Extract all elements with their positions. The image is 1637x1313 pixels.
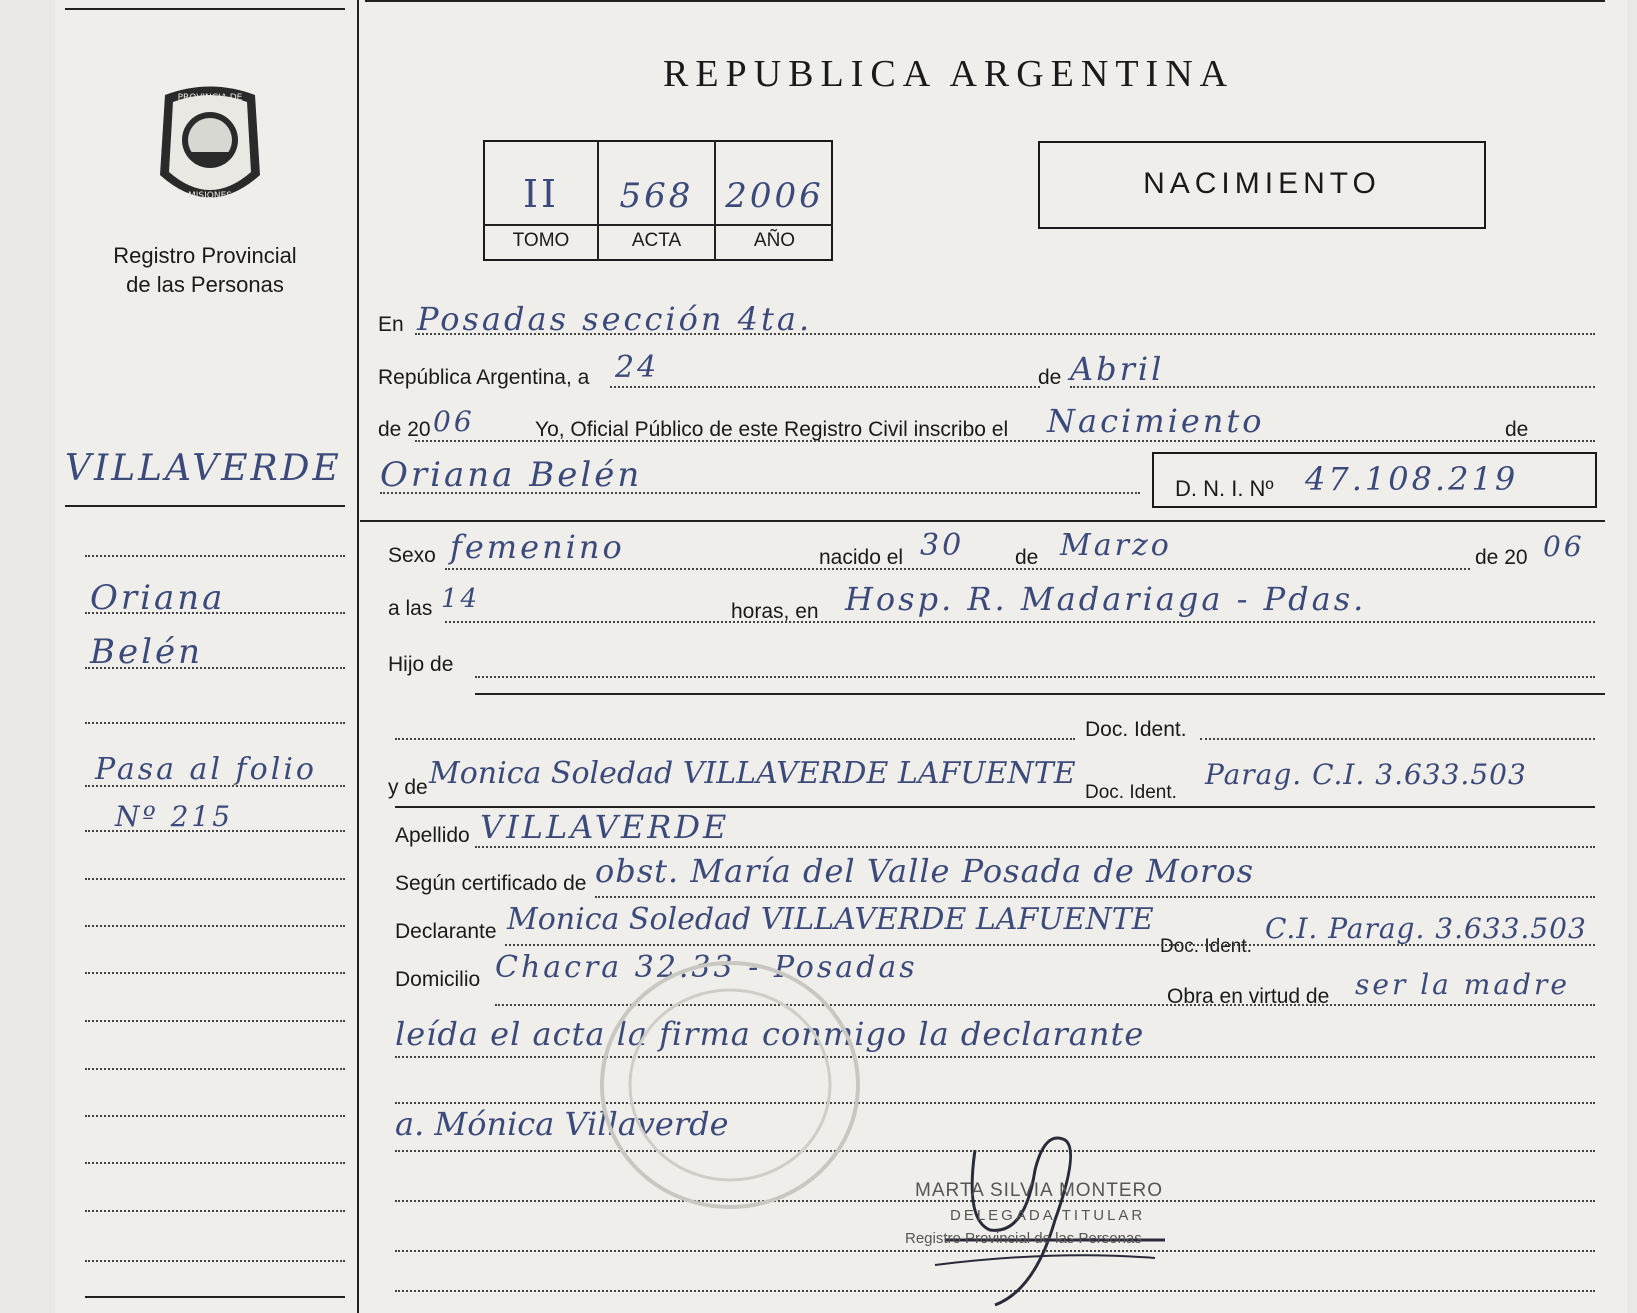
form-line bbox=[1200, 738, 1595, 740]
horas-label: horas, en bbox=[731, 600, 819, 623]
record-type: NACIMIENTO bbox=[1143, 167, 1381, 200]
seal-text-top: PROVINCIA DE bbox=[177, 93, 243, 103]
de20-label: de 20 bbox=[378, 418, 431, 441]
hora-value: 14 bbox=[441, 584, 481, 614]
declarante-label: Declarante bbox=[395, 920, 497, 943]
lugar-value: Hosp. R. Madariaga - Pdas. bbox=[845, 580, 1367, 618]
lectura-value: leída el acta la firma conmigo la declarante bbox=[395, 1015, 1145, 1053]
margin-line bbox=[85, 1162, 345, 1164]
declarante-value: Monica Soledad VILLAVERDE LAFUENTE bbox=[507, 902, 1154, 937]
yde-label: y de bbox=[388, 776, 428, 799]
obra-label: Obra en virtud de bbox=[1167, 985, 1330, 1008]
form-line bbox=[415, 333, 1595, 335]
registry-name-2: de las Personas bbox=[126, 272, 284, 297]
apellido-label: Apellido bbox=[395, 824, 470, 847]
anio-label: AÑO bbox=[753, 230, 796, 251]
seal-text-bottom: MISIONES bbox=[187, 191, 233, 201]
margin-line bbox=[85, 722, 345, 724]
margin-line bbox=[85, 785, 345, 787]
margin-line bbox=[85, 1115, 345, 1117]
registry-name: Registro Provincial bbox=[113, 243, 297, 268]
inscribo-value: Nacimiento bbox=[1047, 402, 1265, 440]
dni-label: D. N. I. Nº bbox=[1175, 476, 1274, 501]
provincial-seal-icon bbox=[145, 80, 275, 220]
sexo-value: femenino bbox=[450, 528, 625, 566]
sexo-label: Sexo bbox=[388, 544, 436, 567]
de-label-2: de bbox=[1505, 418, 1529, 441]
domicilio-value: Chacra 32.33 - Posadas bbox=[495, 950, 918, 985]
margin-line bbox=[85, 830, 345, 832]
acta-label: ACTA bbox=[631, 230, 682, 251]
margin-line bbox=[85, 1068, 345, 1070]
de-label-3: de bbox=[1015, 546, 1039, 569]
form-line bbox=[505, 944, 1595, 946]
margin-rule bbox=[65, 505, 345, 507]
certificado-value: obst. María del Valle Posada de Moros bbox=[595, 852, 1254, 890]
form-line bbox=[395, 1056, 1595, 1058]
section-rule bbox=[360, 520, 1605, 522]
hijo-label: Hijo de bbox=[388, 653, 454, 676]
form-line bbox=[380, 492, 1140, 494]
margin-first-name: Oriana bbox=[90, 578, 226, 618]
day-value: 24 bbox=[615, 350, 660, 385]
margin-line bbox=[85, 1210, 345, 1212]
birth-day-value: 30 bbox=[920, 528, 965, 563]
margin-note: Pasa al folio bbox=[95, 752, 317, 787]
margin-line bbox=[85, 925, 345, 927]
margin-line bbox=[85, 878, 345, 880]
tomo-value: II bbox=[522, 172, 560, 216]
birth-month-value: Marzo bbox=[1060, 528, 1172, 563]
form-line bbox=[595, 896, 1595, 898]
year-suffix-value: 06 bbox=[433, 405, 475, 438]
de-label: de bbox=[1038, 366, 1062, 389]
dni-value: 47.108.219 bbox=[1305, 460, 1519, 498]
tomo-label: TOMO bbox=[512, 230, 570, 251]
segun-label: Según certificado de bbox=[395, 872, 587, 895]
oficial-label: Yo, Oficial Público de este Registro Civil inscribo el bbox=[535, 418, 1009, 441]
top-rule-right bbox=[365, 0, 1605, 2]
top-rule-left bbox=[65, 8, 345, 10]
acta-value: 568 bbox=[619, 176, 694, 216]
anio-value: 2006 bbox=[725, 176, 824, 216]
official-org: Registro Provincial de las Personas bbox=[905, 1230, 1142, 1247]
official-name: MARTA SILVIA MONTERO bbox=[915, 1180, 1164, 1201]
place-value: Posadas sección 4ta. bbox=[417, 300, 813, 338]
margin-line bbox=[85, 1260, 345, 1262]
form-line bbox=[395, 1102, 1595, 1104]
margin-line bbox=[85, 555, 345, 557]
grid-divider bbox=[483, 224, 833, 226]
country-title: REPUBLICA ARGENTINA bbox=[663, 53, 1235, 95]
margin-bottom-rule bbox=[85, 1296, 345, 1298]
form-line bbox=[610, 386, 1040, 388]
margin-line bbox=[85, 612, 345, 614]
form-line bbox=[395, 738, 1075, 740]
form-line bbox=[475, 846, 1595, 848]
margin-middle-name: Belén bbox=[90, 632, 203, 672]
form-line bbox=[1070, 386, 1595, 388]
form-line bbox=[445, 568, 1470, 570]
declarante-doc-value: C.I. Parag. 3.633.503 bbox=[1265, 912, 1587, 945]
republica-label: República Argentina, a bbox=[378, 366, 590, 389]
margin-line bbox=[85, 972, 345, 974]
margin-line bbox=[85, 1020, 345, 1022]
official-role: DELEGADA TITULAR bbox=[950, 1207, 1146, 1224]
madre-value: Monica Soledad VILLAVERDE LAFUENTE bbox=[429, 756, 1076, 791]
form-line bbox=[475, 676, 1595, 678]
margin-note-2: Nº 215 bbox=[115, 800, 234, 833]
month-value: Abril bbox=[1070, 350, 1165, 388]
nacido-label: nacido el bbox=[819, 546, 904, 569]
doc-ident-label-2: Doc. Ident. bbox=[1085, 782, 1177, 803]
de20-label-2: de 20 bbox=[1475, 546, 1528, 569]
full-name-value: Oriana Belén bbox=[380, 455, 643, 495]
form-line bbox=[445, 621, 1595, 623]
apellido-value: VILLAVERDE bbox=[480, 808, 730, 846]
firma-declarante: a. Mónica Villaverde bbox=[395, 1105, 729, 1143]
registry-stamp-icon bbox=[595, 955, 865, 1215]
column-separator bbox=[357, 0, 359, 1313]
form-line bbox=[415, 440, 1595, 442]
domicilio-label: Domicilio bbox=[395, 968, 481, 991]
madre-doc-value: Parag. C.I. 3.633.503 bbox=[1205, 758, 1527, 791]
alas-label: a las bbox=[388, 597, 433, 620]
margin-line bbox=[85, 667, 345, 669]
doc-ident-label-3: Doc. Ident. bbox=[1160, 936, 1252, 957]
section-rule bbox=[475, 693, 1605, 695]
certificate-page bbox=[55, 0, 1627, 1313]
en-label: En bbox=[378, 313, 404, 336]
doc-ident-label: Doc. Ident. bbox=[1085, 718, 1187, 741]
obra-value: ser la madre bbox=[1355, 968, 1570, 1001]
margin-surname: VILLAVERDE bbox=[65, 448, 342, 489]
birth-year-suffix-value: 06 bbox=[1543, 530, 1585, 563]
